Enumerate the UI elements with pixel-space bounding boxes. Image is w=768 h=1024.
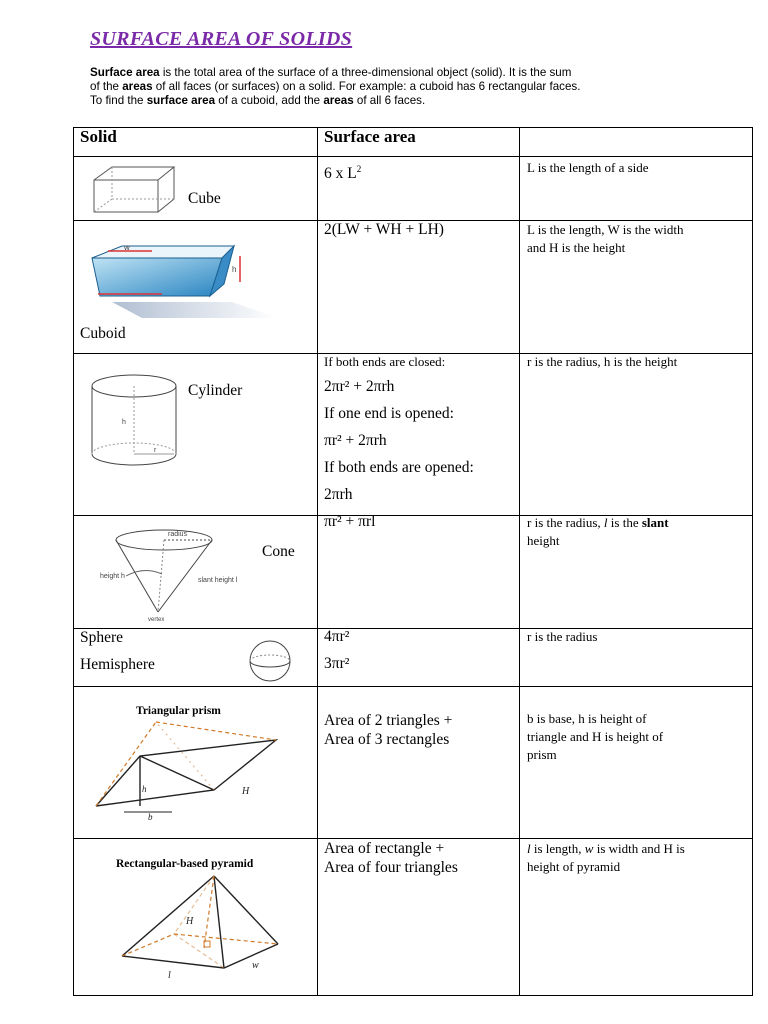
desc-cube: L is the length of a side (527, 160, 649, 175)
intro-text: of all faces (or surfaces) on a solid. For example: a cuboid has 6 rectangular faces. (152, 80, 581, 93)
formula-cylinder-both-open: 2πrh (324, 486, 353, 503)
desc-prism-line3: prism (527, 747, 557, 762)
sphere-figure (244, 639, 296, 683)
desc-sphere: r is the radius (527, 629, 598, 644)
cylinder-case-both-open: If both ends are opened: (324, 459, 474, 476)
desc-symbol: l (527, 841, 531, 856)
header-surface-area: Surface area (324, 127, 416, 146)
prism-figure-title: Triangular prism (136, 705, 221, 717)
formula-pyramid-line2: Area of four triangles (324, 859, 458, 876)
desc-symbol: w (584, 841, 594, 856)
intro-term: areas (323, 94, 354, 107)
cylinder-label-r: r (154, 447, 157, 454)
solid-name-cube: Cube (188, 190, 221, 207)
intro-term: areas (122, 80, 153, 93)
cone-label-height: height h (100, 573, 125, 580)
intro-term: surface area (146, 94, 216, 107)
prism-label-b: b (148, 812, 153, 822)
desc-text: is the (607, 515, 642, 530)
formula-prism-line1: Area of 2 triangles + (324, 712, 453, 729)
formula-text: 6 x L (324, 165, 357, 183)
formula-cone: πr² + πrl (324, 513, 376, 530)
formula-cylinder-closed: 2πr² + 2πrh (324, 378, 395, 395)
cone-figure (96, 526, 264, 622)
formula-cylinder-one-open: πr² + 2πrh (324, 432, 387, 449)
formula-prism-line2: Area of 3 rectangles (324, 731, 450, 748)
pyramid-figure-title: Rectangular-based pyramid (116, 858, 254, 870)
desc-text: is width and H is (593, 841, 685, 856)
intro-text: is the total area of the surface of a three-dimensional object (solid). It is the sum (159, 66, 572, 79)
cone-label-radius: radius (168, 531, 188, 538)
header-solid: Solid (80, 127, 117, 146)
formula-cuboid: 2(LW + WH + LH) (324, 221, 444, 238)
desc-term: slant (641, 515, 669, 530)
desc-cuboid-line2: and H is the height (527, 240, 626, 255)
cuboid-label-w: w (124, 244, 130, 252)
solid-name-hemisphere: Hemisphere (80, 656, 155, 673)
formula-sphere: 4πr² (324, 628, 350, 645)
page-title: SURFACE AREA OF SOLIDS (90, 28, 353, 50)
intro-text: To find the (90, 94, 147, 107)
cylinder-figure (88, 372, 184, 470)
cylinder-case-one-open: If one end is opened: (324, 405, 454, 422)
desc-prism-line2: triangle and H is height of (527, 729, 664, 744)
cone-label-slant: slant height l (198, 577, 238, 584)
cube-figure (90, 164, 185, 218)
desc-pyramid-line1 (527, 840, 685, 858)
cylinder-case-closed: If both ends are closed: (324, 354, 446, 369)
pyramid-label-l: l (168, 970, 171, 981)
pyramid-figure (118, 872, 288, 984)
formula-pyramid-line1: Area of rectangle + (324, 840, 445, 857)
cone-label-vertex: vertex (148, 617, 165, 622)
desc-text: is length, (530, 841, 585, 856)
desc-cylinder: r is the radius, h is the height (527, 354, 678, 369)
desc-prism-line1: b is base, h is height of (527, 711, 647, 726)
intro-text: of all 6 faces. (353, 94, 426, 107)
solid-name-cone: Cone (262, 543, 295, 560)
desc-cone-line2: height (527, 533, 560, 548)
prism-label-H: H (242, 786, 250, 797)
formula-exponent: 2 (356, 164, 362, 174)
intro-text: of a cuboid, add the (215, 94, 324, 107)
desc-cuboid-line1: L is the length, W is the width (527, 222, 684, 237)
intro-text: of the (90, 80, 123, 93)
pyramid-label-w: w (252, 960, 259, 971)
cylinder-label-h: h (122, 419, 126, 426)
prism-figure (88, 720, 284, 824)
desc-text: r is the radius, (527, 515, 604, 530)
prism-label-h: h (142, 784, 147, 794)
solid-name-sphere: Sphere (80, 629, 124, 646)
intro-term: Surface area (90, 66, 160, 79)
desc-pyramid-line2: height of pyramid (527, 859, 621, 874)
pyramid-label-H: H (186, 916, 194, 927)
formula-hemisphere: 3πr² (324, 655, 350, 672)
cuboid-figure (82, 244, 280, 318)
desc-symbol: l (603, 515, 608, 530)
desc-cone-line1 (527, 514, 669, 532)
formula-cube (324, 160, 361, 183)
solid-name-cuboid: Cuboid (80, 325, 126, 342)
cuboid-label-h: h (232, 265, 237, 274)
solid-name-cylinder: Cylinder (188, 382, 243, 399)
